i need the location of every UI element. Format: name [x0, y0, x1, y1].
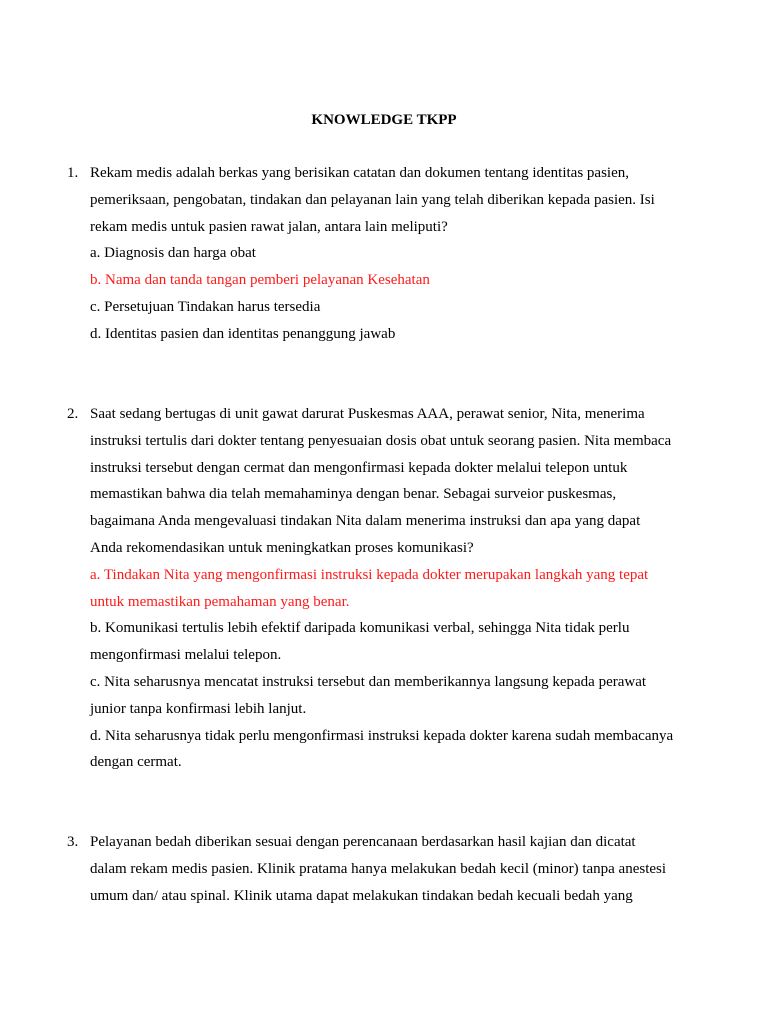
option-d: dengan cermat.	[90, 754, 182, 771]
question-stem-line: Pelayanan bedah diberikan sesuai dengan perencanaan berdasarkan hasil kajian dan dicatat	[90, 834, 636, 850]
question-stem-line: rekam medis untuk pasien rawat jalan, antara lain meliputi?	[90, 218, 448, 235]
question-number: 3.	[67, 834, 79, 850]
question-stem-line: Saat sedang bertugas di unit gawat darurat Puskesmas AAA, perawat senior, Nita, menerima	[90, 406, 645, 422]
question-stem-line: Rekam medis adalah berkas yang berisikan catatan dan dokumen tentang identitas pasien,	[90, 165, 629, 181]
option-c: junior tanpa konfirmasi lebih lanjut.	[90, 700, 307, 717]
option-b: mengonfirmasi melalui telepon.	[90, 647, 282, 664]
question-3	[67, 829, 690, 909]
document-title: KNOWLEDGE TKPP	[311, 112, 457, 128]
option-d: d. Nita seharusnya tidak perlu mengonfirmasi instruksi kepada dokter karena sudah membacanya	[90, 727, 674, 744]
option-c: c. Nita seharusnya mencatat instruksi tersebut dan memberikannya langsung kepada perawat	[90, 673, 647, 690]
option-d: d. Identitas pasien dan identitas penanggung jawab	[90, 325, 396, 342]
question-stem-line: umum dan/ atau spinal. Klinik utama dapat melakukan tindakan bedah kecuali bedah yang	[90, 887, 633, 904]
option-b-correct-answer: b. Nama dan tanda tangan pemberi pelayanan Kesehatan	[90, 272, 430, 289]
question-stem-line: instruksi tertulis dari dokter tentang penyesuaian dosis obat untuk seorang pasien. Nita membaca	[90, 432, 672, 449]
question-2	[67, 401, 690, 776]
question-1	[67, 160, 690, 348]
question-number: 1.	[67, 165, 79, 181]
question-stem-line: Anda rekomendasikan untuk meningkatkan proses komunikasi?	[90, 539, 474, 556]
question-stem-line: bagaimana Anda mengevaluasi tindakan Nita dalam menerima instruksi dan apa yang dapat	[90, 513, 641, 530]
question-stem-line: pemeriksaan, pengobatan, tindakan dan pelayanan lain yang telah diberikan kepada pasien. Isi	[90, 191, 655, 208]
option-a-correct-answer: untuk memastikan pemahaman yang benar.	[90, 593, 350, 610]
question-stem-line: memastikan bahwa dia telah memahaminya dengan benar. Sebagai surveior puskesmas,	[90, 486, 617, 503]
question-stem-line: instruksi tersebut dengan cermat dan mengonfirmasi kepada dokter melalui telepon untuk	[90, 459, 628, 476]
option-a-correct-answer: a. Tindakan Nita yang mengonfirmasi instruksi kepada dokter merupakan langkah yang tepat	[90, 566, 649, 583]
question-stem-line: dalam rekam medis pasien. Klinik pratama hanya melakukan bedah kecil (minor) tanpa anestesi	[90, 860, 667, 877]
option-c: c. Persetujuan Tindakan harus tersedia	[90, 298, 321, 315]
option-a: a. Diagnosis dan harga obat	[90, 245, 256, 262]
question-number: 2.	[67, 406, 79, 422]
option-b: b. Komunikasi tertulis lebih efektif daripada komunikasi verbal, sehingga Nita tidak perlu	[90, 620, 630, 637]
